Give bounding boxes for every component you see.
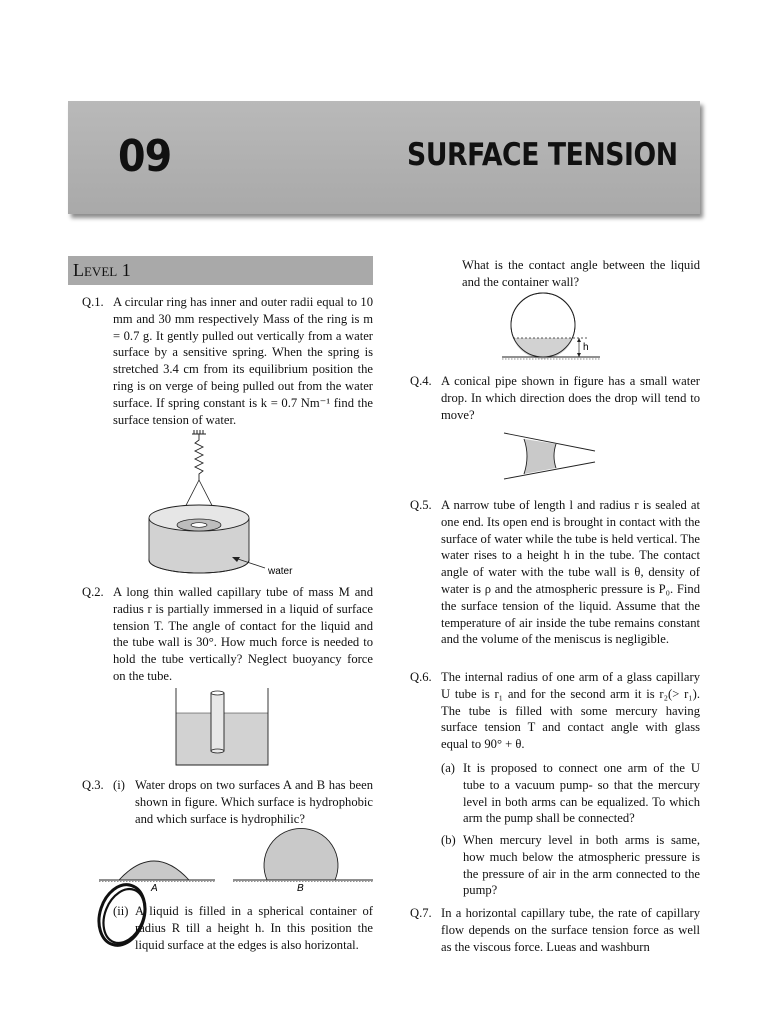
question-number: Q.7.	[410, 906, 432, 920]
question-text: What is the contact angle between the liquid and the container wall?	[462, 258, 700, 289]
question-number: Q.1.	[82, 295, 104, 309]
surface-b-label: B	[297, 883, 304, 894]
part-label: (a)	[441, 761, 455, 775]
question-text: A narrow tube of length l and radius r is sealed at one end. Its open end is brought in contact with the surface of water while the tube is held vertical. The water rises to a height h in the tube. The contact angle of water with the tube wall is θ, density of water is ρ and the atmospheric pressure is P₀. Find the surface tension of the liquid. Assume that the temperature of air inside the tube remains constant and the volume of the meniscus is negligible.	[441, 498, 700, 647]
part-label: (i)	[113, 778, 125, 792]
figure-conical-pipe	[502, 430, 597, 482]
chapter-title: SURFACE TENSION	[407, 137, 678, 173]
question-number: Q.4.	[410, 374, 432, 388]
question-number: Q.3.	[82, 778, 104, 792]
question-3	[82, 777, 373, 827]
question-text: The internal radius of one arm of a glass capillary U tube is r₁ and for the second arm it is r₂(> r₁). The tube is filled with some mercury having surface tension T and contact angle with glass equal to 90° + θ.	[441, 670, 700, 752]
question-2	[82, 584, 373, 685]
height-label: h	[583, 342, 589, 353]
question-1	[82, 294, 373, 428]
part-text: Water drops on two surfaces A and B has been shown in figure. Which surface is hydrophobic and which surface is hydrophilic?	[135, 778, 373, 826]
question-text: In a horizontal capillary tube, the rate of capillary flow depends on the surface tension force as well as the viscous force. Lueas and washburn	[441, 906, 700, 954]
surface-a-label: A	[151, 883, 158, 894]
part-label: (b)	[441, 833, 456, 847]
question-text: A long thin walled capillary tube of mass M and radius r is partially immersed in a liquid of surface tension T. The angle of contact for the liquid and the tube wall is 30°. How much force is needed to hold the tube vertically? Neglect buoyancy force on the tube.	[113, 585, 373, 683]
part-text: It is proposed to connect one arm of the U tube to a vacuum pump- so that the mercury level in both arms can be equalized. To which arm the pump shall be connected?	[463, 761, 700, 826]
part-text: When mercury level in both arms is same, how much below the atmospheric pressure is the pressure of air in the arm connected to the pump?	[463, 833, 700, 898]
chapter-number: 09	[118, 131, 172, 182]
question-number: Q.6.	[410, 670, 432, 684]
question-6-part-a	[441, 760, 700, 827]
ink-circle-mark	[96, 878, 156, 950]
question-6	[410, 669, 700, 753]
question-5	[410, 497, 700, 648]
water-label: water	[268, 566, 293, 577]
question-text: A circular ring has inner and outer radii equal to 10 mm and 30 mm respectively Mass of the ring is m = 0.7 g. It gently pulled out vertically from a water surface by a sensitive spring. When the spring is stretched 3.4 cm from its equilibrium position the ring is on verge of being pulled out from the water surface. If spring constant is k = 0.7 Nm⁻¹ find the surface tension of water.	[113, 295, 373, 427]
chapter-banner	[68, 101, 700, 214]
figure-capillary-beaker	[175, 688, 270, 768]
question-number: Q.5.	[410, 498, 432, 512]
figure-ring-spring	[140, 430, 330, 580]
part-label: (ii)	[113, 904, 129, 918]
level-heading: Level 1	[68, 256, 373, 285]
question-4	[410, 373, 700, 423]
question-6-part-b	[441, 832, 700, 899]
question-text: A conical pipe shown in figure has a small water drop. In which direction does the drop will tend to move?	[441, 374, 700, 422]
part-text: A liquid is filled in a spherical container of radius R till a height h. In this position the liquid surface at the edges is also horizontal.	[135, 904, 373, 952]
question-number: Q.2.	[82, 585, 104, 599]
question-3-part-i	[113, 777, 373, 827]
question-3-continued	[462, 257, 700, 291]
question-7	[410, 905, 700, 955]
figure-spherical-container	[502, 293, 602, 365]
